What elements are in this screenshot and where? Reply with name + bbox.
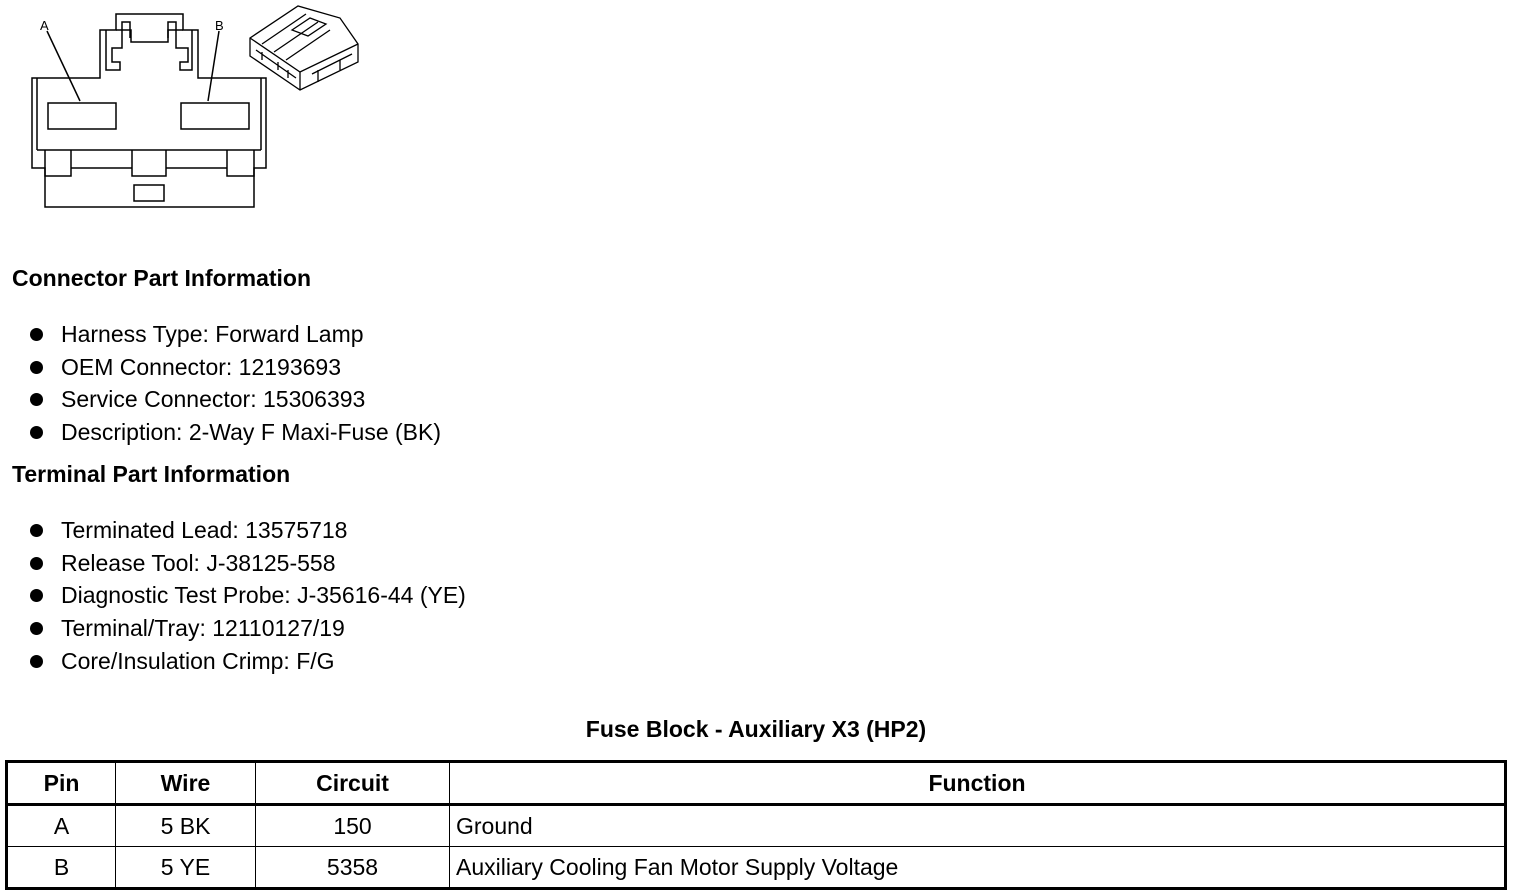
list-item — [28, 645, 466, 678]
terminal-part-info-list — [28, 514, 466, 677]
cell-function: Auxiliary Cooling Fan Motor Supply Voltage — [450, 847, 1506, 889]
list-item-text: Terminal/Tray: 12110127/19 — [61, 615, 345, 642]
bullet-icon — [30, 524, 43, 537]
column-header-wire: Wire — [116, 762, 256, 805]
pinout-table — [5, 760, 1507, 890]
column-header-pin: Pin — [7, 762, 116, 805]
list-item — [28, 318, 441, 351]
bullet-icon — [30, 426, 43, 439]
pin-b-label: B — [215, 18, 224, 33]
list-item — [28, 579, 466, 612]
pin-a-label: A — [40, 18, 49, 33]
list-item-text: Terminated Lead: 13575718 — [61, 517, 348, 543]
bullet-icon — [30, 393, 43, 406]
connector-face-view — [32, 14, 266, 207]
list-item-text: Description: 2-Way F Maxi-Fuse (BK) — [61, 419, 441, 446]
bullet-icon — [30, 328, 43, 341]
list-item — [28, 612, 466, 645]
list-item-text: Core/Insulation Crimp: F/G — [61, 647, 335, 674]
list-item — [28, 416, 441, 449]
list-item-text: Diagnostic Test Probe: J-35616-44 (YE) — [61, 582, 466, 609]
terminal-part-info-heading: Terminal Part Information — [12, 461, 291, 487]
connector-part-info-heading: Connector Part Information — [12, 265, 312, 291]
bullet-icon — [30, 589, 43, 602]
cell-circuit: 5358 — [256, 847, 450, 889]
connector-part-info-list — [28, 318, 441, 449]
bullet-icon — [30, 655, 43, 668]
cell-circuit: 150 — [256, 805, 450, 847]
column-header-function: Function — [450, 762, 1506, 805]
cell-wire: 5 BK — [116, 805, 256, 847]
list-item — [28, 351, 441, 384]
cell-pin: A — [7, 805, 116, 847]
list-item-text: OEM Connector: 12193693 — [61, 353, 342, 380]
list-item-text: Release Tool: J-38125-558 — [61, 549, 336, 576]
list-item — [28, 514, 466, 547]
list-item-text: Service Connector: 15306393 — [61, 386, 366, 413]
table-title: Fuse Block - Auxiliary X3 (HP2) — [585, 716, 927, 742]
table-row — [7, 805, 1506, 847]
cell-wire: 5 YE — [116, 847, 256, 889]
column-header-circuit: Circuit — [256, 762, 450, 805]
bullet-icon — [30, 622, 43, 635]
list-item — [28, 383, 441, 416]
table-header-row — [7, 762, 1506, 805]
bullet-icon — [30, 361, 43, 374]
list-item — [28, 547, 466, 580]
cell-function: Ground — [450, 805, 1506, 847]
table-row — [7, 847, 1506, 889]
connector-diagram — [0, 0, 380, 215]
cell-pin: B — [7, 847, 116, 889]
bullet-icon — [30, 557, 43, 570]
list-item-text: Harness Type: Forward Lamp — [61, 321, 364, 347]
